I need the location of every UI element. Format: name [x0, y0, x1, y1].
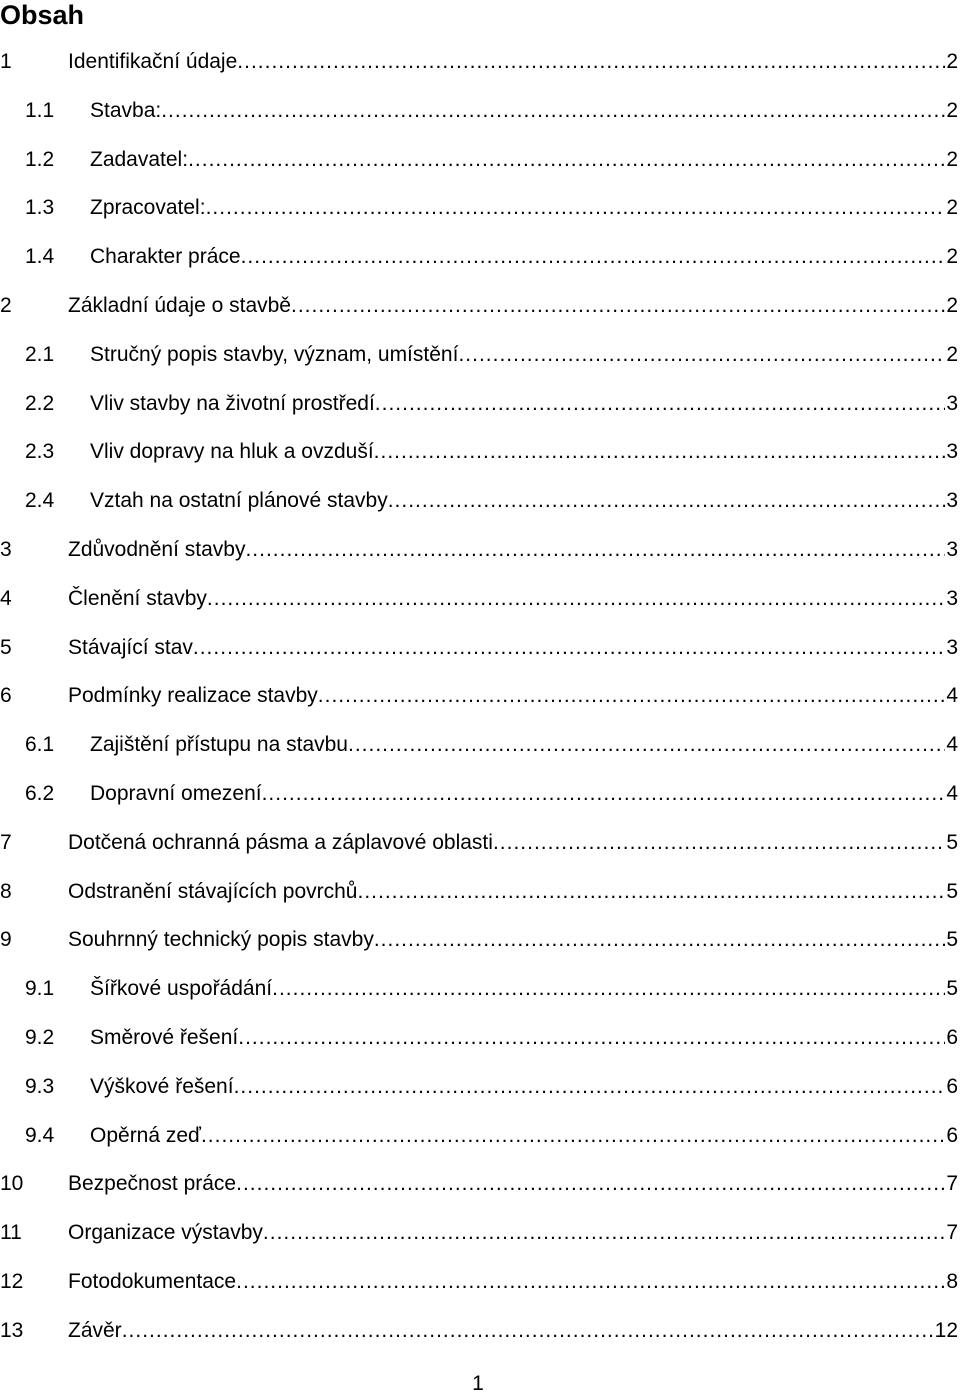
toc-entry-page: 5: [946, 928, 958, 952]
toc-entry-title[interactable]: Vliv dopravy na hluk a ovzduší: [90, 440, 374, 464]
toc-entry[interactable]: [0, 184, 958, 233]
toc-entry[interactable]: [0, 1014, 958, 1063]
toc-dot-leader: [357, 868, 945, 917]
toc-entry-body: [90, 380, 958, 429]
toc-entry[interactable]: [0, 380, 958, 429]
toc-entry-number: 5: [0, 635, 12, 659]
toc-entry[interactable]: [0, 868, 958, 917]
toc-entry-body: [68, 819, 958, 868]
toc-entry-body: [90, 184, 958, 233]
toc-entry-title[interactable]: Fotodokumentace: [68, 1269, 237, 1293]
toc-entry-title[interactable]: Odstranění stávajících povrchů: [68, 879, 358, 903]
toc-entry-title[interactable]: Organizace výstavby: [68, 1221, 263, 1245]
toc-entry-page: 2: [946, 147, 958, 171]
toc-entry-number: 1.1: [25, 98, 55, 122]
toc-entry-page: 6: [946, 1025, 958, 1049]
toc-entry-number: 2.2: [25, 391, 55, 415]
toc-entry-number: 1.3: [25, 196, 55, 220]
toc-entry-page: 3: [946, 489, 958, 513]
toc-entry-body: [68, 1160, 958, 1209]
toc-entry-number: 6: [0, 684, 12, 708]
toc-entry-page: 8: [946, 1269, 958, 1293]
toc-dot-leader: [161, 87, 945, 136]
toc-dot-leader: [493, 819, 945, 868]
toc-entry-body: [68, 1209, 958, 1258]
toc-entry-title[interactable]: Závěr: [68, 1318, 122, 1342]
toc-entry-title[interactable]: Stavba:: [90, 98, 162, 122]
toc-entry-number: 1.4: [25, 245, 55, 269]
toc-entry-number: 1: [0, 50, 12, 73]
toc-heading: Obsah: [0, 0, 85, 30]
toc-dot-leader: [263, 1209, 945, 1258]
toc-entry-number: 2.4: [25, 489, 55, 513]
toc-entry-number: 4: [0, 586, 12, 610]
toc-dot-leader: [374, 916, 945, 965]
toc-entry-page: 7: [946, 1172, 958, 1196]
toc-entry-number: 2: [0, 293, 12, 317]
toc-dot-leader: [122, 1307, 934, 1356]
toc-entry-page: 7: [946, 1221, 958, 1245]
toc-entry-body: [90, 136, 958, 185]
toc-entry-title[interactable]: Šířkové uspořádání: [90, 977, 273, 1001]
toc-entry[interactable]: [0, 87, 958, 136]
toc-entry-title[interactable]: Dopravní omezení: [90, 781, 262, 805]
toc-entry-body: [90, 721, 958, 770]
toc-dot-leader: [201, 1112, 945, 1161]
toc-entry-body: [68, 1258, 958, 1307]
toc-entry-title[interactable]: Opěrná zeď: [90, 1123, 201, 1147]
toc-entry-title[interactable]: Charakter práce: [90, 245, 241, 269]
toc-entry-number: 8: [0, 879, 12, 903]
toc-entry[interactable]: [0, 672, 958, 721]
toc-entry-number: 9.1: [25, 977, 55, 1001]
toc-entry-title[interactable]: Členění stavby: [68, 586, 207, 610]
toc-entry[interactable]: [0, 428, 958, 477]
toc-dot-leader: [241, 233, 946, 282]
toc-dot-leader: [318, 672, 946, 721]
toc-dot-leader: [388, 477, 946, 526]
toc-entry-number: 2.1: [25, 342, 55, 366]
toc-entry-page: 5: [946, 977, 958, 1001]
toc-entry-body: [90, 87, 958, 136]
toc-entry-title[interactable]: Výškové řešení: [90, 1074, 234, 1098]
toc-dot-leader: [193, 624, 945, 673]
toc-entry[interactable]: [0, 1258, 958, 1307]
toc-dot-leader: [236, 1258, 945, 1307]
toc-entry-page: 5: [946, 879, 958, 903]
toc-entry-page: 5: [946, 830, 958, 854]
toc-entry-title[interactable]: Zadavatel:: [90, 147, 189, 171]
toc-entry[interactable]: [0, 331, 958, 380]
toc-entry-title[interactable]: Základní údaje o stavbě: [68, 293, 291, 317]
toc-entry-page: 3: [946, 391, 958, 415]
toc-entry-page: 4: [946, 733, 958, 757]
toc-entry-page: 12: [934, 1318, 958, 1342]
toc-entry-page: 3: [946, 635, 958, 659]
toc-entry-body: [90, 233, 958, 282]
toc-entry[interactable]: [0, 477, 958, 526]
toc-entry-number: 13: [0, 1318, 24, 1342]
toc-entry-title[interactable]: Bezpečnost práce: [68, 1172, 237, 1196]
toc-entry-page: 6: [946, 1123, 958, 1147]
toc-entry-page: 2: [946, 196, 958, 220]
toc-entry[interactable]: [0, 136, 958, 185]
toc-entry-body: [90, 1014, 958, 1063]
toc-entry[interactable]: [0, 1307, 958, 1356]
toc-entry-number: 9.2: [25, 1025, 55, 1049]
toc-entry-title[interactable]: Dotčená ochranná pásma a záplavové oblasti: [68, 830, 493, 854]
toc-entry-title[interactable]: Identifikační údaje: [68, 50, 238, 73]
toc-entry-number: 6.2: [25, 781, 55, 805]
toc-entry[interactable]: [0, 1160, 958, 1209]
toc-entry-title[interactable]: Vztah na ostatní plánové stavby: [90, 489, 388, 513]
toc-entry-number: 11: [0, 1221, 22, 1245]
toc-entry-body: [90, 770, 958, 819]
toc-entry-number: 9: [0, 928, 12, 952]
toc-dot-leader: [188, 136, 945, 185]
toc-dot-leader: [234, 1063, 946, 1112]
toc-dot-leader: [458, 331, 945, 380]
toc-entry[interactable]: [0, 1112, 958, 1161]
toc-entry[interactable]: [0, 575, 958, 624]
toc-entry-number: 12: [0, 1269, 24, 1293]
toc-entry-body: [68, 916, 958, 965]
toc-entry[interactable]: [0, 624, 958, 673]
toc-entry-number: 9.3: [25, 1074, 55, 1098]
toc-entry-number: 9.4: [25, 1123, 55, 1147]
toc-entry-title[interactable]: Stávající stav: [68, 635, 193, 659]
toc-entry-body: [68, 38, 958, 87]
toc-entry[interactable]: [0, 965, 958, 1014]
toc-entry-page: 3: [946, 440, 958, 464]
toc-entry-body: [68, 282, 958, 331]
toc-dot-leader: [237, 38, 945, 87]
toc-entry[interactable]: [0, 1063, 958, 1112]
toc-entry-number: 6.1: [25, 733, 55, 757]
toc-entry-title[interactable]: Stručný popis stavby, význam, umístění: [90, 342, 459, 366]
toc-entry-body: [68, 1307, 958, 1356]
toc-entry-body: [68, 624, 958, 673]
toc-entry[interactable]: [0, 721, 958, 770]
toc-dot-leader: [272, 965, 945, 1014]
toc-entry-body: [68, 575, 958, 624]
toc-entry-title[interactable]: Podmínky realizace stavby: [68, 684, 318, 708]
toc-entry-page: 2: [946, 98, 958, 122]
toc-entry-body: [90, 477, 958, 526]
toc-entry[interactable]: [0, 282, 958, 331]
toc-dot-leader: [262, 770, 946, 819]
table-of-contents: [0, 38, 958, 1356]
toc-entry[interactable]: [0, 819, 958, 868]
toc-entry-page: 6: [946, 1074, 958, 1098]
toc-dot-leader: [348, 721, 945, 770]
toc-dot-leader: [291, 282, 945, 331]
toc-entry-number: 7: [0, 830, 12, 854]
toc-entry-page: 3: [946, 537, 958, 561]
toc-entry-number: 1.2: [25, 147, 55, 171]
toc-entry[interactable]: [0, 1209, 958, 1258]
toc-entry-body: [68, 868, 958, 917]
toc-dot-leader: [375, 380, 946, 429]
toc-dot-leader: [236, 1160, 945, 1209]
page-number: 1: [472, 1372, 484, 1395]
toc-entry[interactable]: [0, 526, 958, 575]
toc-entry-title[interactable]: Souhrnný technický popis stavby: [68, 928, 374, 952]
toc-entry[interactable]: [0, 38, 958, 87]
toc-entry-body: [90, 1112, 958, 1161]
toc-entry-title[interactable]: Zpracovatel:: [90, 196, 206, 220]
toc-entry[interactable]: [0, 916, 958, 965]
toc-entry-body: [90, 428, 958, 477]
toc-entry-body: [90, 331, 958, 380]
toc-entry[interactable]: [0, 233, 958, 282]
toc-entry-title[interactable]: Zajištění přístupu na stavbu: [90, 733, 348, 757]
toc-entry-number: 3: [0, 537, 12, 561]
toc-dot-leader: [238, 1014, 945, 1063]
toc-entry-title[interactable]: Zdůvodnění stavby: [68, 537, 246, 561]
toc-dot-leader: [206, 184, 946, 233]
toc-entry-body: [68, 526, 958, 575]
toc-dot-leader: [245, 526, 945, 575]
toc-entry-page: 2: [946, 245, 958, 269]
toc-entry-body: [68, 672, 958, 721]
toc-entry-title[interactable]: Směrové řešení: [90, 1025, 239, 1049]
toc-entry-page: 2: [946, 293, 958, 317]
toc-entry-page: 4: [946, 781, 958, 805]
toc-entry-page: 3: [946, 586, 958, 610]
toc-entry-body: [90, 965, 958, 1014]
toc-dot-leader: [374, 428, 946, 477]
toc-dot-leader: [207, 575, 945, 624]
toc-entry-body: [90, 1063, 958, 1112]
toc-entry-page: 2: [946, 50, 958, 73]
toc-entry-title[interactable]: Vliv stavby na životní prostředí: [90, 391, 375, 415]
toc-entry[interactable]: [0, 770, 958, 819]
toc-entry-page: 4: [946, 684, 958, 708]
toc-entry-page: 2: [946, 342, 958, 366]
toc-entry-number: 2.3: [25, 440, 55, 464]
toc-entry-number: 10: [0, 1172, 24, 1196]
